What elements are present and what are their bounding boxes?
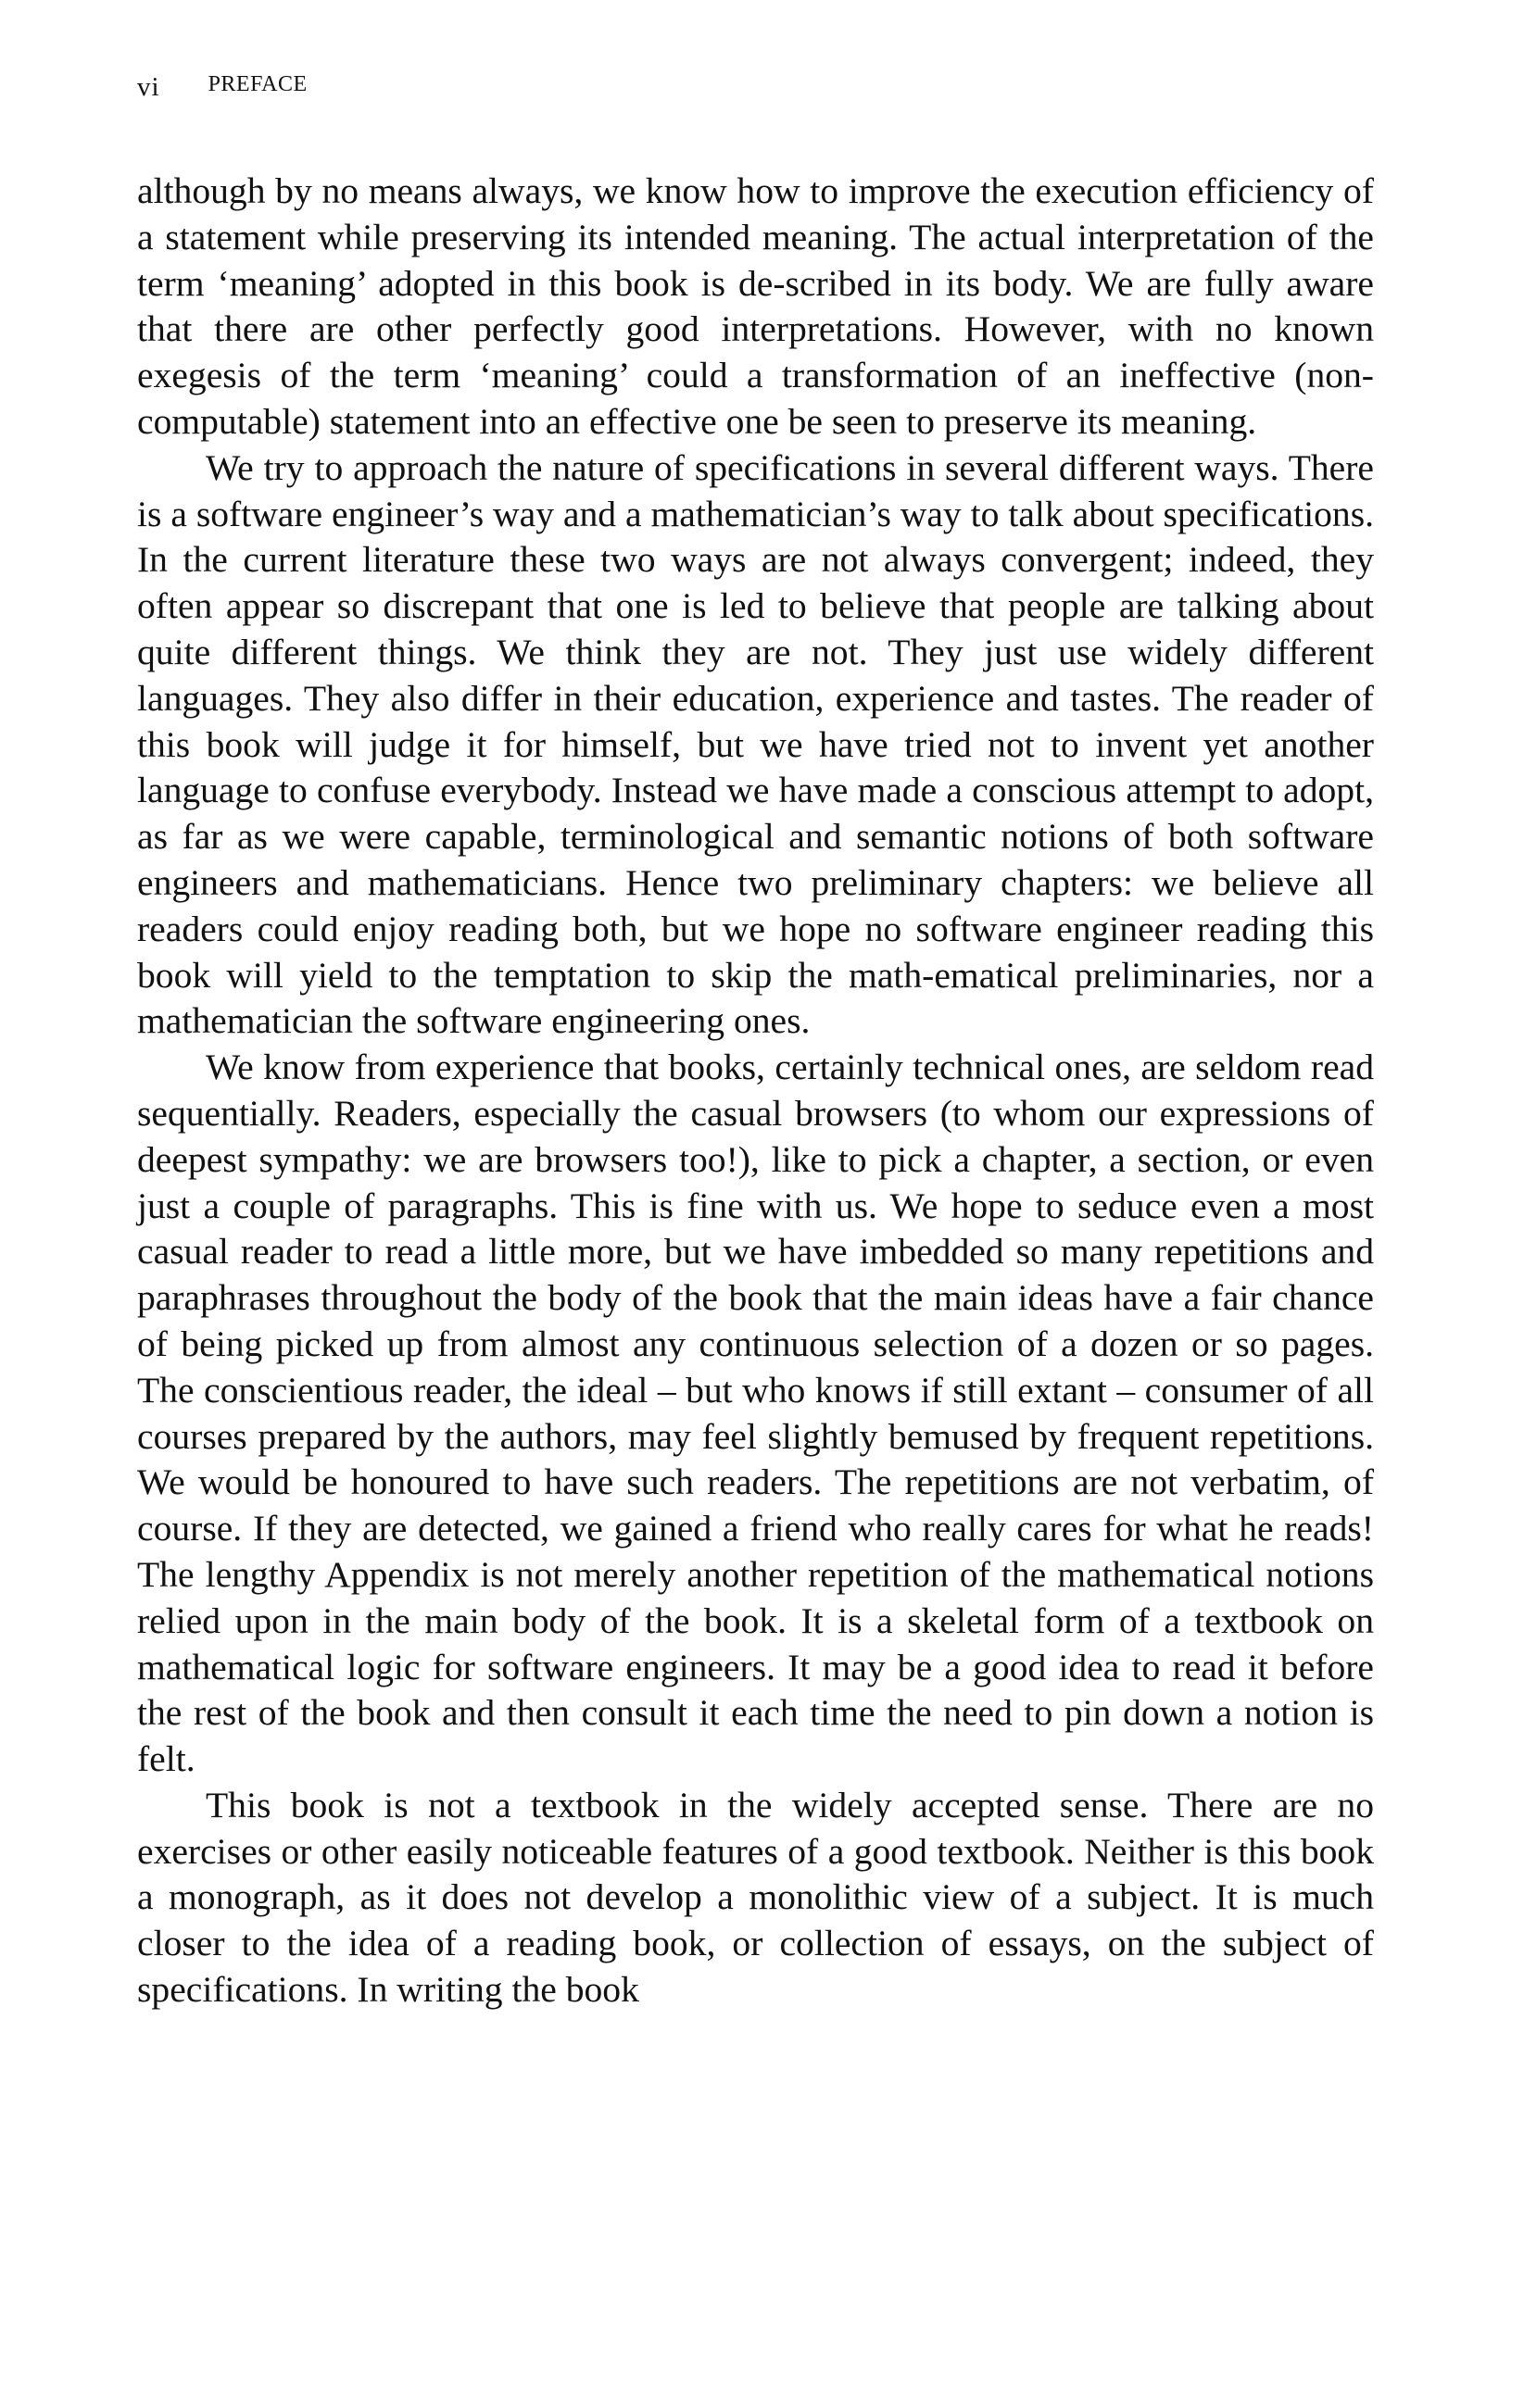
paragraph-continued: although by no means always, we know how to improve the execution efficiency of a statement while preserving its intended meaning. The actual interpretation of the term ‘meaning’ adopted in this book is de-scribed in its body. We are fully aware that there are other perfectly good interpretations. However, with no known exegesis of the term ‘meaning’ could a transformation of an ineffective (non-computable) statement into an effective one be seen to preserve its meaning. <box>137 170 1374 442</box>
paragraph: We try to approach the nature of specifications in several different ways. There is a software engineer’s way and a mathematician’s way to talk about specifications. In the current literature these two ways are not always convergent; indeed, they often appear so discrepant that one is led to believe that people are talking about quite different things. We think they are not. They just use widely different languages. They also differ in their education, experience and tastes. The reader of this book will judge it for himself, but we have tried not to invent yet another language to confuse everybody. Instead we have made a conscious attempt to adopt, as far as we were capable, terminological and semantic notions of both software engineers and mathematicians. Hence two preliminary chapters: we believe all readers could enjoy reading both, but we hope no software engineer reading this book will yield to the temptation to skip the math-ematical preliminaries, nor a mathematician the software engineering ones. <box>137 446 1374 1042</box>
book-page <box>137 72 1374 2013</box>
paragraph: We know from experience that books, certainly technical ones, are seldom read sequentially. Readers, especially the casual browsers (to whom our expressions of deepest sympathy: we are browsers too!), like to pick a chapter, a section, or even just a couple of paragraphs. This is fine with us. We hope to seduce even a most casual reader to read a little more, but we have imbedded so many repetitions and paraphrases throughout the body of the book that the main ideas have a fair chance of being picked up from almost any continuous selection of a dozen or so pages. The conscientious reader, the ideal – but who knows if still extant – consumer of all courses prepared by the authors, may feel slightly bemused by frequent repetitions. We would be honoured to have such readers. The repetitions are not verbatim, of course. If they are detected, we gained a friend who really cares for what he reads! The lengthy Appendix is not merely another repetition of the mathematical notions relied upon in the main body of the book. It is a skeletal form of a textbook on mathematical logic for software engineers. It may be a good idea to read it before the rest of the book and then consult it each time the need to pin down a notion is felt. <box>137 1047 1374 1780</box>
paragraph: This book is not a textbook in the widely accepted sense. There are no exercises or other easily noticeable features of a good textbook. Neither is this book a monograph, as it does not develop a monolithic view of a subject. It is much closer to the idea of a reading book, or collection of essays, on the subject of specifications. In writing the book <box>137 1784 1374 2011</box>
running-header <box>137 72 1374 124</box>
page-number: vi <box>137 72 160 102</box>
section-title: PREFACE <box>208 72 308 96</box>
body-text <box>137 169 1374 2013</box>
